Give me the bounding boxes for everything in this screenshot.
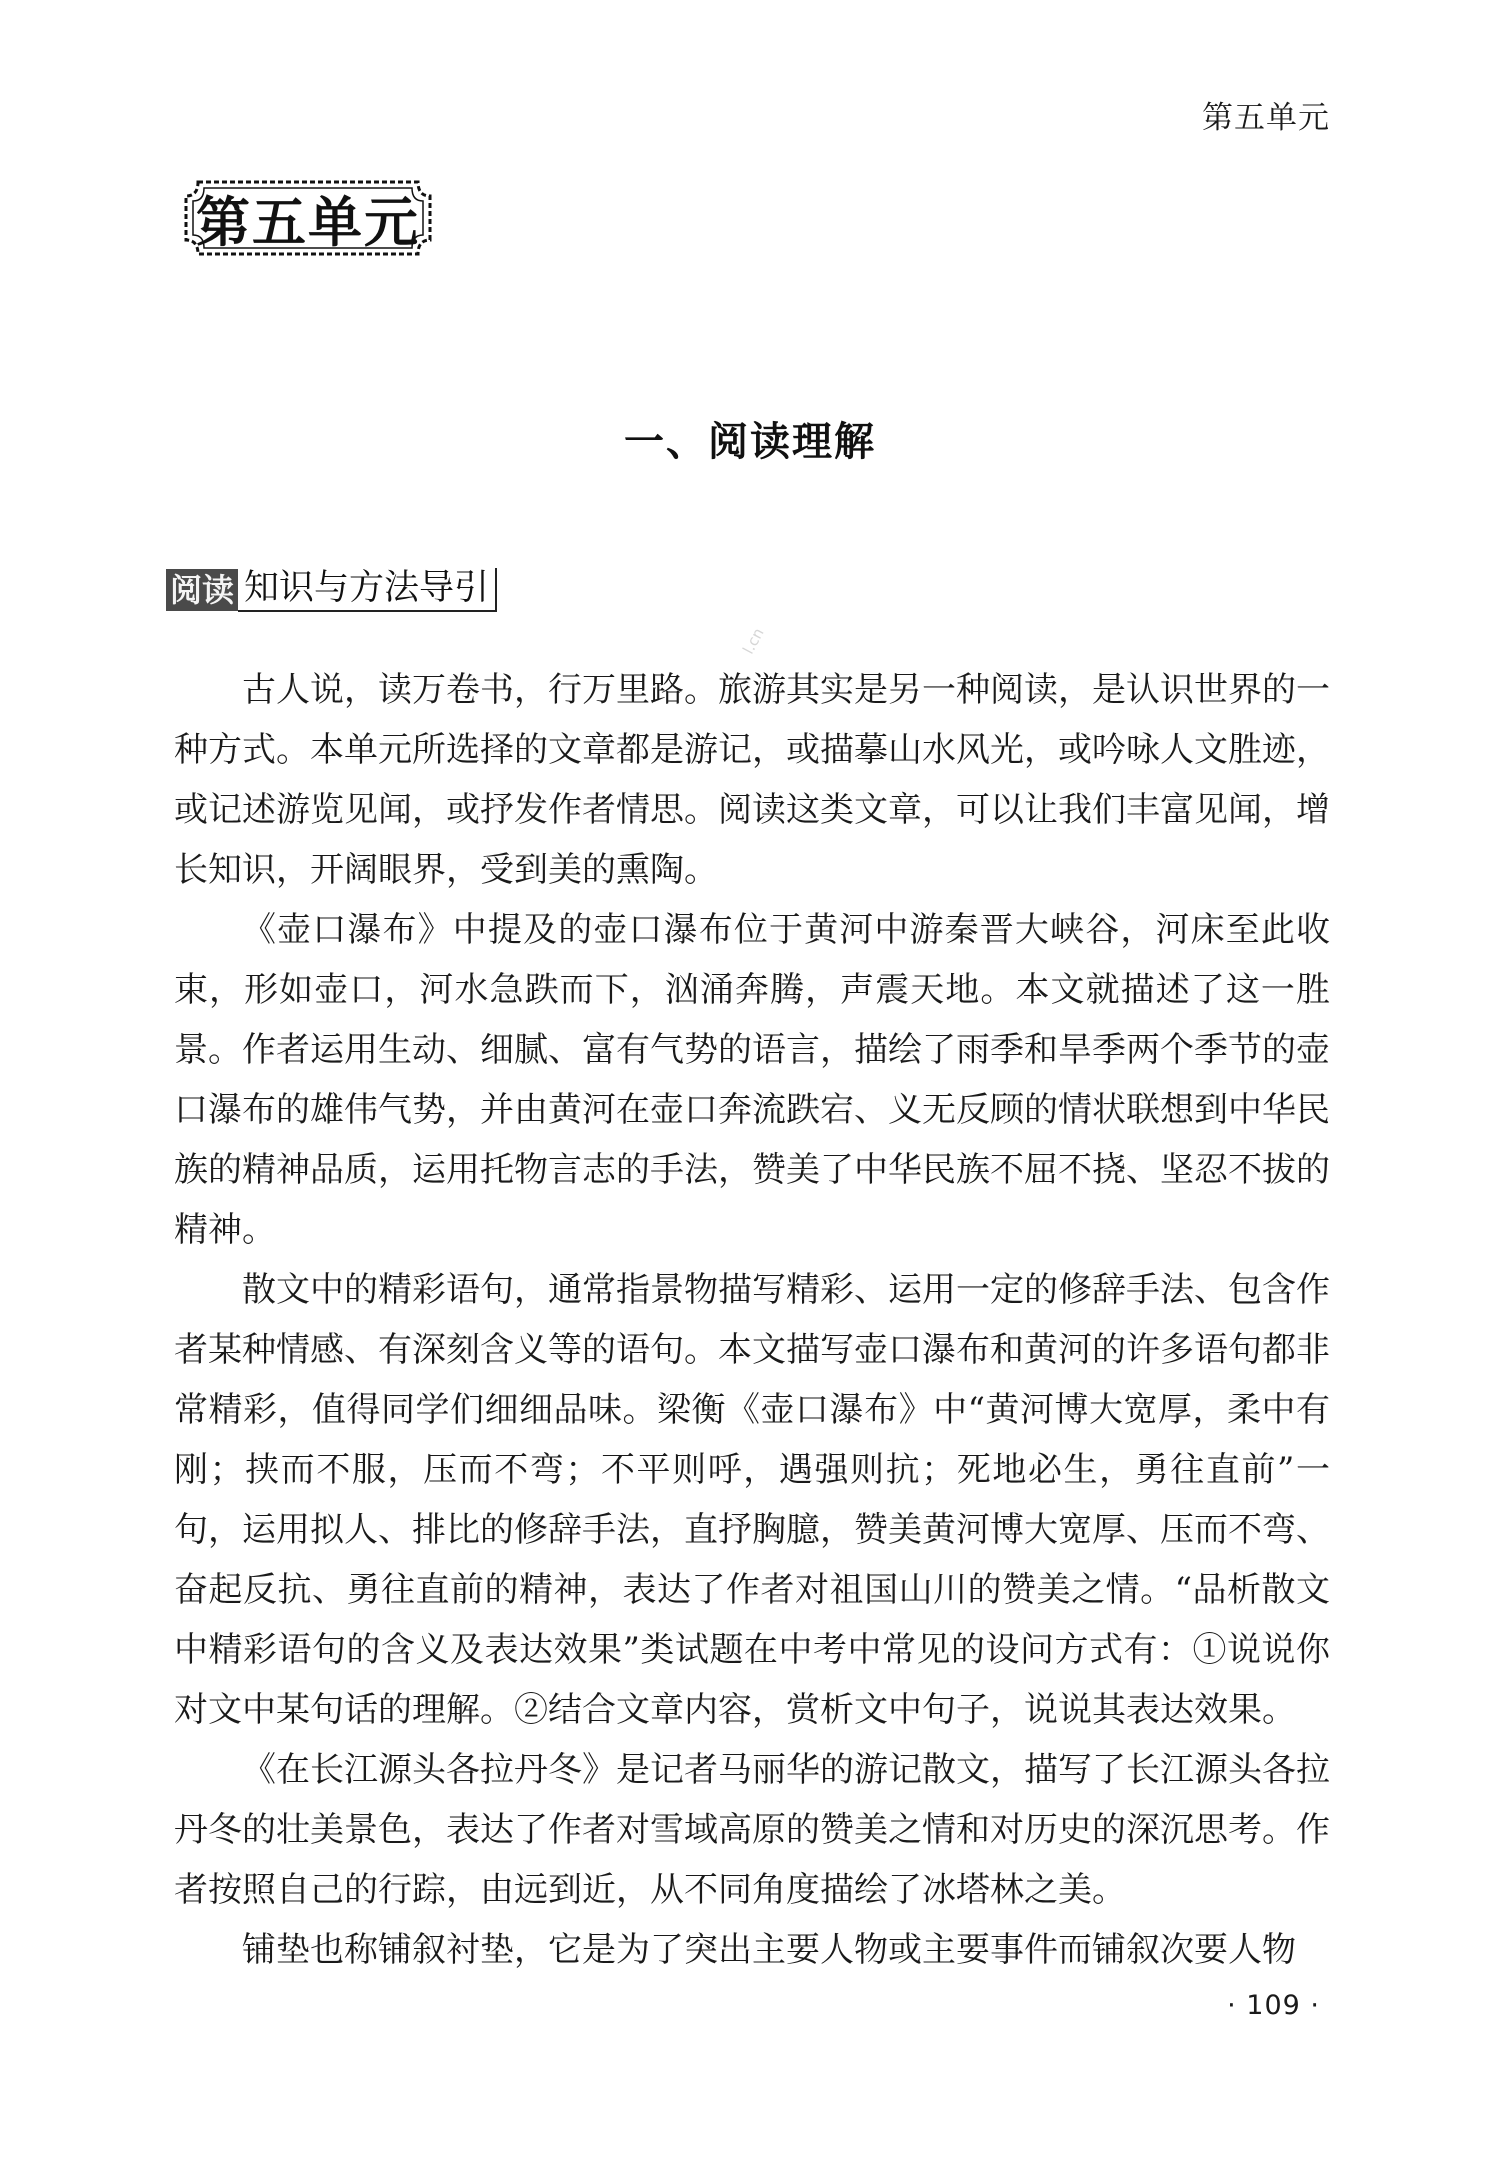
- watermark: l.cn: [739, 624, 768, 658]
- subsection-title: 知识与方法导引: [238, 568, 497, 612]
- paragraph: 散文中的精彩语句，通常指景物描写精彩、运用一定的修辞手法、包含作者某种情感、有深刻含义等的语句。本文描写壶口瀑布和黄河的许多语句都非常精彩，值得同学们细细品味。梁衡《壶口瀑布》中“黄河博大宽厚，柔中有刚；挟而不服，压而不弯；不平则呼，遇强则抗；死地必生，勇往直前”一句，运用拟人、排比的修辞手法，直抒胸臆，赞美黄河博大宽厚、压而不弯、奋起反抗、勇往直前的精神，表达了作者对祖国山川的赞美之情。“品析散文中精彩语句的含义及表达效果”类试题在中考中常见的设问方式有：①说说你对文中某句话的理解。②结合文章内容，赏析文中句子，说说其表达效果。: [174, 1270, 1330, 1730]
- page-number: · 109 ·: [1227, 1990, 1320, 2021]
- section-title: 一、阅读理解: [624, 419, 876, 465]
- running-header: 第五单元: [1202, 100, 1330, 136]
- paragraph: 《在长江源头各拉丹冬》是记者马丽华的游记散文，描写了长江源头各拉丹冬的壮美景色，表达了作者对雪域高原的赞美之情和对历史的深沉思考。作者按照自己的行踪，由远到近，从不同角度描绘了冰塔林之美。: [174, 1750, 1330, 1910]
- body-text: [174, 660, 1330, 1980]
- unit-badge: [180, 176, 436, 260]
- paragraph: 古人说，读万卷书，行万里路。旅游其实是另一种阅读，是认识世界的一种方式。本单元所选择的文章都是游记，或描摹山水风光，或吟咏人文胜迹，或记述游览见闻，或抒发作者情思。阅读这类文章，可以让我们丰富见闻，增长知识，开阔眼界，受到美的熏陶。: [174, 670, 1330, 890]
- subsection-heading: [166, 568, 497, 612]
- paragraph: 铺垫也称铺叙衬垫，它是为了突出主要人物或主要事件而铺叙次要人物: [242, 1930, 1296, 1970]
- unit-title: 第五单元: [196, 189, 420, 254]
- paragraph: 《壶口瀑布》中提及的壶口瀑布位于黄河中游秦晋大峡谷，河床至此收束，形如壶口，河水急跌而下，汹涌奔腾，声震天地。本文就描述了这一胜景。作者运用生动、细腻、富有气势的语言，描绘了雨季和旱季两个季节的壶口瀑布的雄伟气势，并由黄河在壶口奔流跌宕、义无反顾的情状联想到中华民族的精神品质，运用托物言志的手法，赞美了中华民族不屈不挠、坚忍不拔的精神。: [174, 910, 1330, 1250]
- subsection-tag: 阅读: [166, 569, 238, 611]
